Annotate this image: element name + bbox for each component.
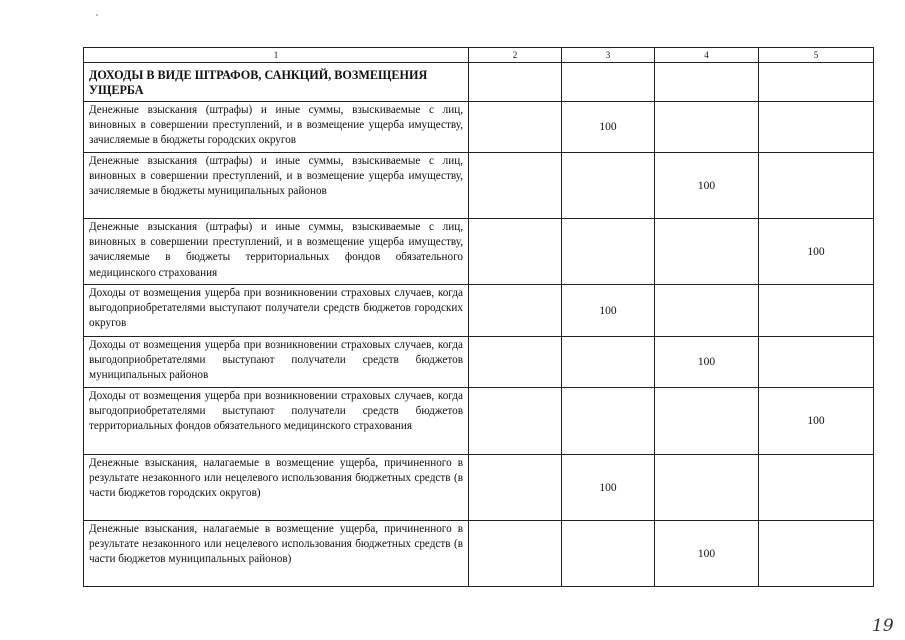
row-value-col4 — [655, 455, 759, 521]
column-header-3: 3 — [562, 48, 655, 63]
table-row — [84, 521, 874, 587]
table-row — [84, 388, 874, 455]
row-description: Денежные взыскания (штрафы) и иные суммы, взыскиваемые с лиц, виновных в совершении преступлений, и в возмещение ущерба имуществу, зачисляемые в бюджеты городских округов — [84, 102, 469, 153]
row-description: Денежные взыскания (штрафы) и иные суммы, взыскиваемые с лиц, виновных в совершении преступлений, и в возмещение ущерба имуществу, зачисляемые в бюджеты муниципальных районов — [84, 153, 469, 219]
section-cell-5 — [759, 63, 874, 102]
row-value-col2 — [469, 337, 562, 388]
column-header-5: 5 — [759, 48, 874, 63]
section-cell-2 — [469, 63, 562, 102]
row-value-col4: 100 — [655, 153, 759, 219]
row-value-col2 — [469, 388, 562, 455]
row-value-col3: 100 — [562, 285, 655, 337]
row-value-col4 — [655, 388, 759, 455]
section-title-row — [84, 63, 874, 102]
column-header-4: 4 — [655, 48, 759, 63]
scan-speck — [96, 14, 98, 16]
row-value-col4: 100 — [655, 521, 759, 587]
section-title: ДОХОДЫ В ВИДЕ ШТРАФОВ, САНКЦИЙ, ВОЗМЕЩЕНИЯ УЩЕРБА — [84, 63, 469, 102]
row-value-col5 — [759, 285, 874, 337]
row-description: Денежные взыскания (штрафы) и иные суммы, взыскиваемые с лиц, виновных в совершении преступлений, и в возмещение ущерба имуществу, зачисляемые в бюджеты территориальных фондов обязательного медицинского страхования — [84, 219, 469, 285]
table-row — [84, 337, 874, 388]
row-value-col5 — [759, 521, 874, 587]
row-description: Доходы от возмещения ущерба при возникновении страховых случаев, когда выгодоприобретателями выступают получатели средств бюджетов муниципальных районов — [84, 337, 469, 388]
row-value-col3 — [562, 388, 655, 455]
row-value-col5: 100 — [759, 219, 874, 285]
row-value-col2 — [469, 455, 562, 521]
row-value-col3 — [562, 521, 655, 587]
row-value-col5: 100 — [759, 388, 874, 455]
table-row — [84, 153, 874, 219]
table-row — [84, 219, 874, 285]
row-value-col2 — [469, 521, 562, 587]
row-value-col3 — [562, 153, 655, 219]
row-value-col5 — [759, 455, 874, 521]
row-value-col2 — [469, 285, 562, 337]
table-row — [84, 285, 874, 337]
row-value-col3: 100 — [562, 102, 655, 153]
section-cell-4 — [655, 63, 759, 102]
row-value-col5 — [759, 153, 874, 219]
table-row — [84, 455, 874, 521]
page-number: 19 — [872, 616, 894, 636]
row-value-col5 — [759, 102, 874, 153]
row-value-col4 — [655, 219, 759, 285]
column-number-header-row — [84, 48, 874, 63]
row-value-col3 — [562, 219, 655, 285]
row-value-col2 — [469, 153, 562, 219]
row-value-col3 — [562, 337, 655, 388]
row-value-col4: 100 — [655, 337, 759, 388]
row-value-col4 — [655, 102, 759, 153]
column-header-1: 1 — [84, 48, 469, 63]
row-value-col4 — [655, 285, 759, 337]
row-description: Денежные взыскания, налагаемые в возмещение ущерба, причиненного в результате незаконного или нецелевого использования бюджетных средств (в части бюджетов муниципальных районов) — [84, 521, 469, 587]
row-value-col2 — [469, 219, 562, 285]
row-value-col2 — [469, 102, 562, 153]
section-cell-3 — [562, 63, 655, 102]
row-description: Доходы от возмещения ущерба при возникновении страховых случаев, когда выгодоприобретателями выступают получатели средств бюджетов территориальных фондов обязательного медицинского страхования — [84, 388, 469, 455]
row-description: Доходы от возмещения ущерба при возникновении страховых случаев, когда выгодоприобретателями выступают получатели средств бюджетов городских округов — [84, 285, 469, 337]
table-row — [84, 102, 874, 153]
row-description: Денежные взыскания, налагаемые в возмещение ущерба, причиненного в результате незаконного или нецелевого использования бюджетных средств (в части бюджетов городских округов) — [84, 455, 469, 521]
column-header-2: 2 — [469, 48, 562, 63]
row-value-col3: 100 — [562, 455, 655, 521]
revenue-norms-table — [83, 47, 874, 587]
row-value-col5 — [759, 337, 874, 388]
